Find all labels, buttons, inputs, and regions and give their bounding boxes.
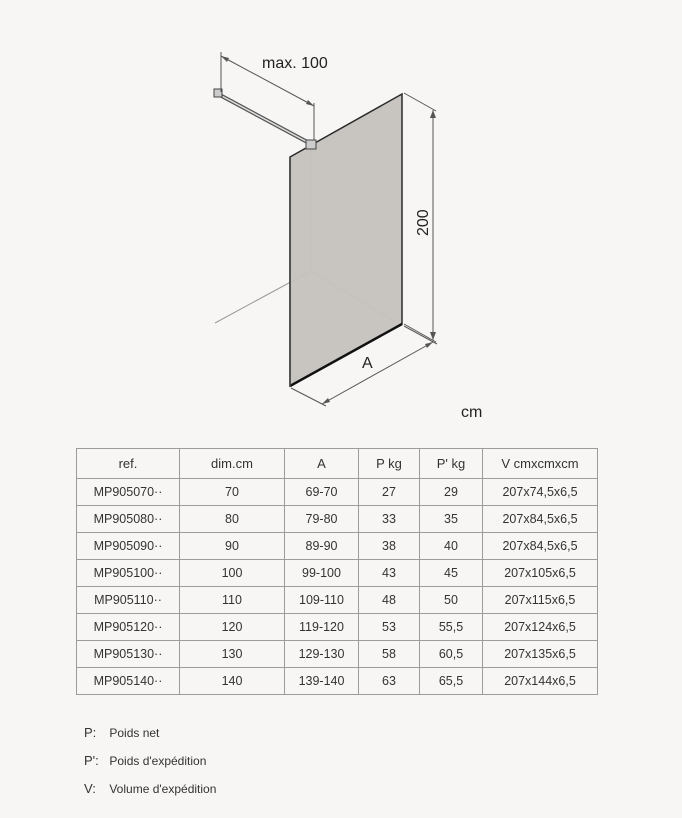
cell-p: 63	[359, 668, 420, 695]
cell-v: 207x74,5x6,5	[483, 479, 598, 506]
cell-dim: 70	[180, 479, 285, 506]
legend-item-p	[84, 725, 159, 740]
cell-p-prime: 55,5	[420, 614, 483, 641]
legend-key: P':	[84, 753, 99, 768]
cell-ref: MP905080··	[77, 506, 180, 533]
glass-panel	[290, 94, 402, 386]
width-arrow-left	[322, 398, 330, 404]
stabilizer-clamp	[306, 140, 316, 149]
cell-a: 109-110	[285, 587, 359, 614]
width-label: A	[362, 355, 373, 372]
width-arrow-right	[425, 342, 433, 348]
table-row	[77, 641, 598, 668]
cell-a: 79-80	[285, 506, 359, 533]
cell-ref: MP905140··	[77, 668, 180, 695]
cell-v: 207x84,5x6,5	[483, 506, 598, 533]
cell-ref: MP905110··	[77, 587, 180, 614]
cell-p-prime: 40	[420, 533, 483, 560]
cell-ref: MP905130··	[77, 641, 180, 668]
cell-ref: MP905070··	[77, 479, 180, 506]
cell-v: 207x124x6,5	[483, 614, 598, 641]
col-p: P kg	[359, 449, 420, 479]
col-v: V cmxcmxcm	[483, 449, 598, 479]
legend-text: Poids d'expédition	[109, 754, 207, 768]
table-header-row	[77, 449, 598, 479]
cell-a: 139-140	[285, 668, 359, 695]
cell-a: 99-100	[285, 560, 359, 587]
cell-a: 69-70	[285, 479, 359, 506]
max-dim-arrow-right	[306, 100, 314, 106]
cell-p: 43	[359, 560, 420, 587]
cell-dim: 120	[180, 614, 285, 641]
cell-v: 207x115x6,5	[483, 587, 598, 614]
table-row	[77, 506, 598, 533]
cell-dim: 110	[180, 587, 285, 614]
cell-p: 38	[359, 533, 420, 560]
max-dim-arrow-left	[221, 56, 229, 62]
height-ext-top	[404, 93, 436, 111]
table-row	[77, 614, 598, 641]
unit-label: cm	[461, 404, 483, 421]
cell-a: 89-90	[285, 533, 359, 560]
table-row	[77, 560, 598, 587]
cell-v: 207x144x6,5	[483, 668, 598, 695]
cell-dim: 80	[180, 506, 285, 533]
legend-key: P:	[84, 725, 97, 740]
cell-v: 207x84,5x6,5	[483, 533, 598, 560]
cell-p: 48	[359, 587, 420, 614]
table-row	[77, 533, 598, 560]
cell-a: 129-130	[285, 641, 359, 668]
spec-table	[76, 448, 598, 695]
stabilizer-bar-inner	[218, 94, 311, 144]
table-row	[77, 587, 598, 614]
cell-ref: MP905100··	[77, 560, 180, 587]
legend-key: V:	[84, 781, 96, 796]
col-p-prime: P' kg	[420, 449, 483, 479]
width-ext-left	[291, 388, 326, 406]
col-a: A	[285, 449, 359, 479]
table-row	[77, 479, 598, 506]
cell-dim: 90	[180, 533, 285, 560]
table-row	[77, 668, 598, 695]
height-label: 200	[415, 209, 432, 236]
legend-item-p-prime	[84, 753, 206, 768]
cell-p: 58	[359, 641, 420, 668]
cell-v: 207x135x6,5	[483, 641, 598, 668]
cell-p-prime: 35	[420, 506, 483, 533]
cell-v: 207x105x6,5	[483, 560, 598, 587]
cell-p-prime: 29	[420, 479, 483, 506]
col-dim: dim.cm	[180, 449, 285, 479]
max-dim-label: max. 100	[262, 55, 328, 72]
cell-p-prime: 60,5	[420, 641, 483, 668]
legend-text: Volume d'expédition	[109, 782, 217, 796]
legend-text: Poids net	[109, 726, 160, 740]
cell-dim: 100	[180, 560, 285, 587]
cell-p-prime: 45	[420, 560, 483, 587]
cell-ref: MP905090··	[77, 533, 180, 560]
cell-p: 53	[359, 614, 420, 641]
legend-item-v	[84, 781, 216, 796]
cell-p-prime: 65,5	[420, 668, 483, 695]
cell-p: 33	[359, 506, 420, 533]
cell-dim: 130	[180, 641, 285, 668]
col-ref: ref.	[77, 449, 180, 479]
cell-p: 27	[359, 479, 420, 506]
cell-p-prime: 50	[420, 587, 483, 614]
cell-dim: 140	[180, 668, 285, 695]
cell-ref: MP905120··	[77, 614, 180, 641]
height-arrow-top	[430, 110, 436, 118]
cell-a: 119-120	[285, 614, 359, 641]
